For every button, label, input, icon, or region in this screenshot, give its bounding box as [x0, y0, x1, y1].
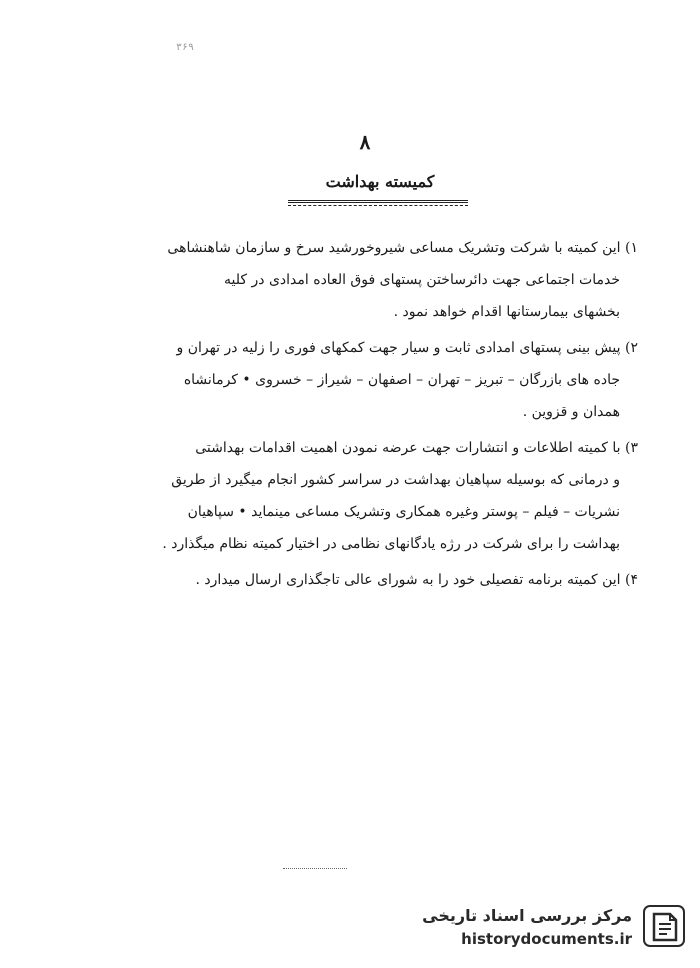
- watermark-site: historydocuments.ir: [461, 930, 632, 948]
- watermark-org-name: مرکز بررسی اسناد تاریخی: [422, 906, 632, 925]
- page-title: کمیسته بهداشت: [325, 172, 435, 191]
- text-line: نشریات – فیلم – پوستر وغیره همکاری وتشریک مساعی مینماید • سپاهیان: [187, 504, 620, 520]
- text-line: خدمات اجتماعی جهت دائرساختن پستهای فوق العاده امدادی در کلیه: [224, 272, 620, 288]
- text-line: بهداشت را برای شرکت در رژه یادگانهای نظامی در اختیار کمیته نظام میگذارد .: [162, 536, 620, 552]
- title-underline-dashed: [288, 205, 468, 206]
- document-body: [48, 232, 638, 600]
- text-line: ۲) پیش بینی پستهای امدادی ثابت و سیار جهت کمکهای فوری را زلیه در تهران و: [176, 340, 638, 356]
- title-underline: [288, 200, 468, 203]
- text-line: ۱) این کمیته با شرکت وتشریک مساعی شیروخورشید سرخ و سازمان شاهنشاهی: [167, 240, 638, 256]
- text-line: ۳) با کمیته اطلاعات و انتشارات جهت عرضه نمودن اهمیت اقدامات بهداشتی: [195, 440, 638, 456]
- text-line: جاده های بازرگان – تبریز – تهران – اصفهان – شیراز – خسروی • کرمانشاه: [183, 372, 620, 388]
- archive-mark: ۳۶۹: [175, 42, 194, 53]
- text-line: همدان و قزوین .: [522, 404, 620, 420]
- text-line: و درمانی که بوسیله سپاهیان بهداشت در سراسر کشور انجام میگیرد از طریق: [171, 472, 620, 488]
- list-item: [48, 564, 638, 596]
- text-line: ۴) این کمیته برنامه تفصیلی خود را به شورای عالی تاجگذاری ارسال میدارد .: [195, 572, 638, 588]
- bottom-divider: [283, 868, 347, 869]
- list-item: [48, 432, 638, 560]
- watermark: [398, 902, 688, 954]
- text-line: بخشهای بیمارستانها اقدام خواهد نمود .: [393, 304, 620, 320]
- page-number: ۸: [359, 130, 371, 154]
- archive-logo-icon: [640, 902, 688, 950]
- list-item: [48, 332, 638, 428]
- list-item: [48, 232, 638, 328]
